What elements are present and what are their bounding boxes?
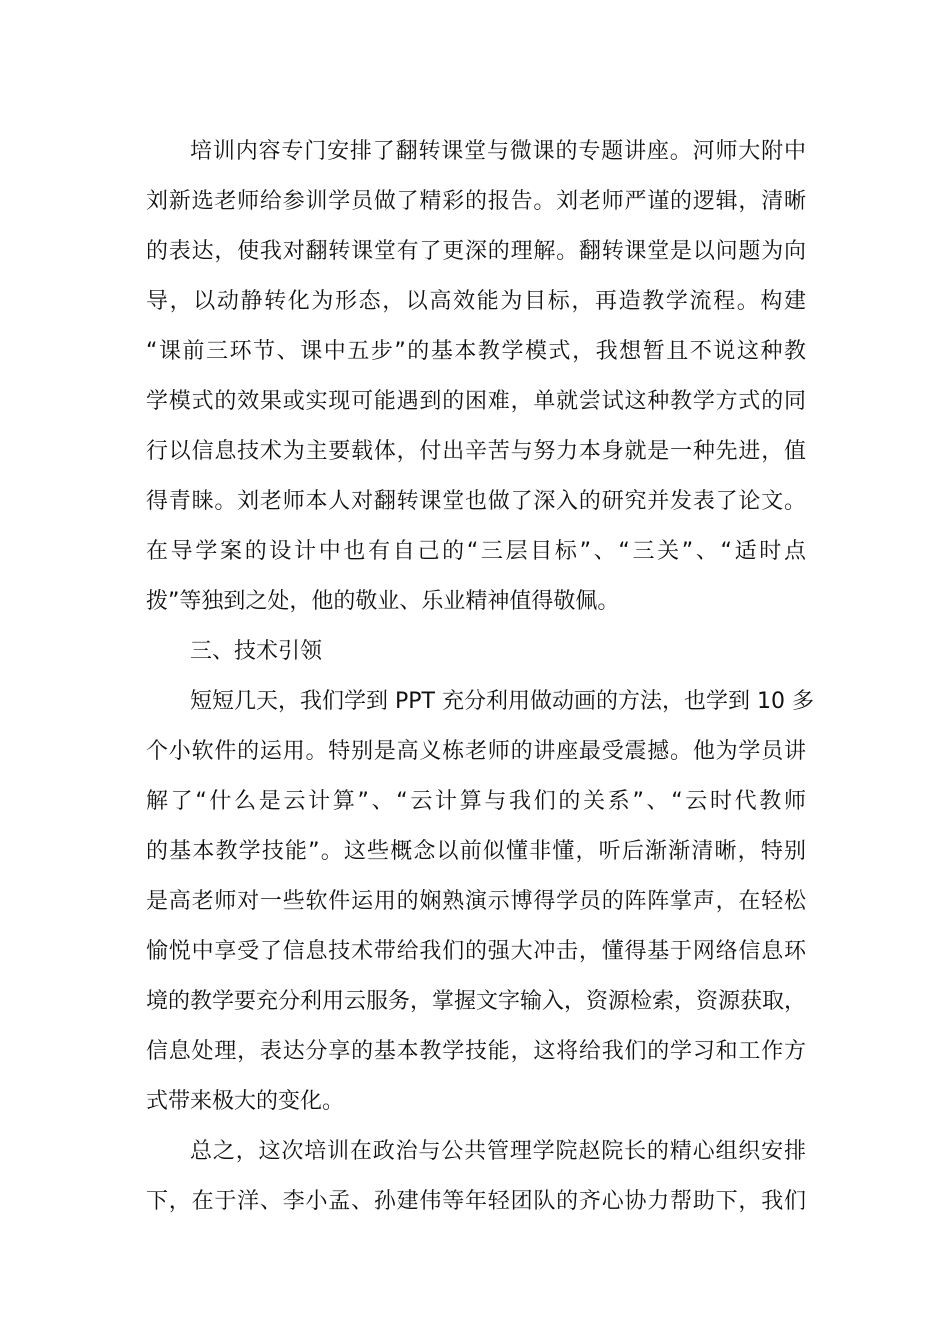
- paragraph-1-line-10: 拨”等独到之处，他的敬业、乐业精神值得敬佩。: [146, 589, 620, 614]
- paragraph-1-line-2: 刘新选老师给参训学员做了精彩的报告。刘老师严谨的逻辑，清晰: [146, 189, 806, 214]
- paragraph-1-line-3: 的表达，使我对翻转课堂有了更深的理解。翻转课堂是以问题为向: [146, 239, 806, 264]
- paragraph-2-line-7: 境的教学要充分利用云服务，掌握文字输入，资源检索，资源获取，: [146, 989, 807, 1014]
- paragraph-1-line-7: 行以信息技术为主要载体，付出辛苦与努力本身就是一种先进，值: [146, 439, 806, 464]
- paragraph-1-line-8: 得青睐。刘老师本人对翻转课堂也做了深入的研究并发表了论文。: [146, 489, 806, 514]
- paragraph-2-line-3: 解了“什么是云计算”、“云计算与我们的关系”、“云时代教师: [146, 789, 806, 814]
- paragraph-1-line-9: 在导学案的设计中也有自己的“三层目标”、“三关”、“适时点: [146, 539, 806, 564]
- paragraph-2-line-4: 的基本教学技能”。这些概念以前似懂非懂，听后渐渐清晰，特别: [146, 839, 806, 864]
- section-heading: 三、技术引领: [190, 639, 323, 664]
- paragraph-2-line-8: 信息处理，表达分享的基本教学技能，这将给我们的学习和工作方: [146, 1039, 806, 1064]
- paragraph-1-line-4: 导，以动静转化为形态，以高效能为目标，再造教学流程。构建: [146, 289, 806, 314]
- paragraph-1-line-1: 培训内容专门安排了翻转课堂与微课的专题讲座。河师大附中: [190, 139, 806, 164]
- paragraph-2-line-9: 式带来极大的变化。: [146, 1089, 345, 1114]
- paragraph-1-line-6: 学模式的效果或实现可能遇到的困难，单就尝试这种教学方式的同: [146, 389, 806, 414]
- paragraph-3-line-1: 总之，这次培训在政治与公共管理学院赵院长的精心组织安排: [190, 1139, 806, 1164]
- paragraph-3-line-2: 下，在于洋、李小孟、孙建伟等年轻团队的齐心协力帮助下，我们: [146, 1189, 806, 1214]
- paragraph-2-line-2: 个小软件的运用。特别是高义栋老师的讲座最受震撼。他为学员讲: [146, 739, 806, 764]
- paragraph-2-line-6: 愉悦中享受了信息技术带给我们的强大冲击，懂得基于网络信息环: [146, 939, 806, 964]
- paragraph-1-line-5: “课前三环节、课中五步”的基本教学模式，我想暂且不说这种教: [146, 339, 806, 364]
- paragraph-2-line-1: 短短几天，我们学到 PPT 充分利用做动画的方法，也学到 10 多: [190, 689, 814, 714]
- paragraph-2-line-5: 是高老师对一些软件运用的娴熟演示博得学员的阵阵掌声，在轻松: [146, 889, 806, 914]
